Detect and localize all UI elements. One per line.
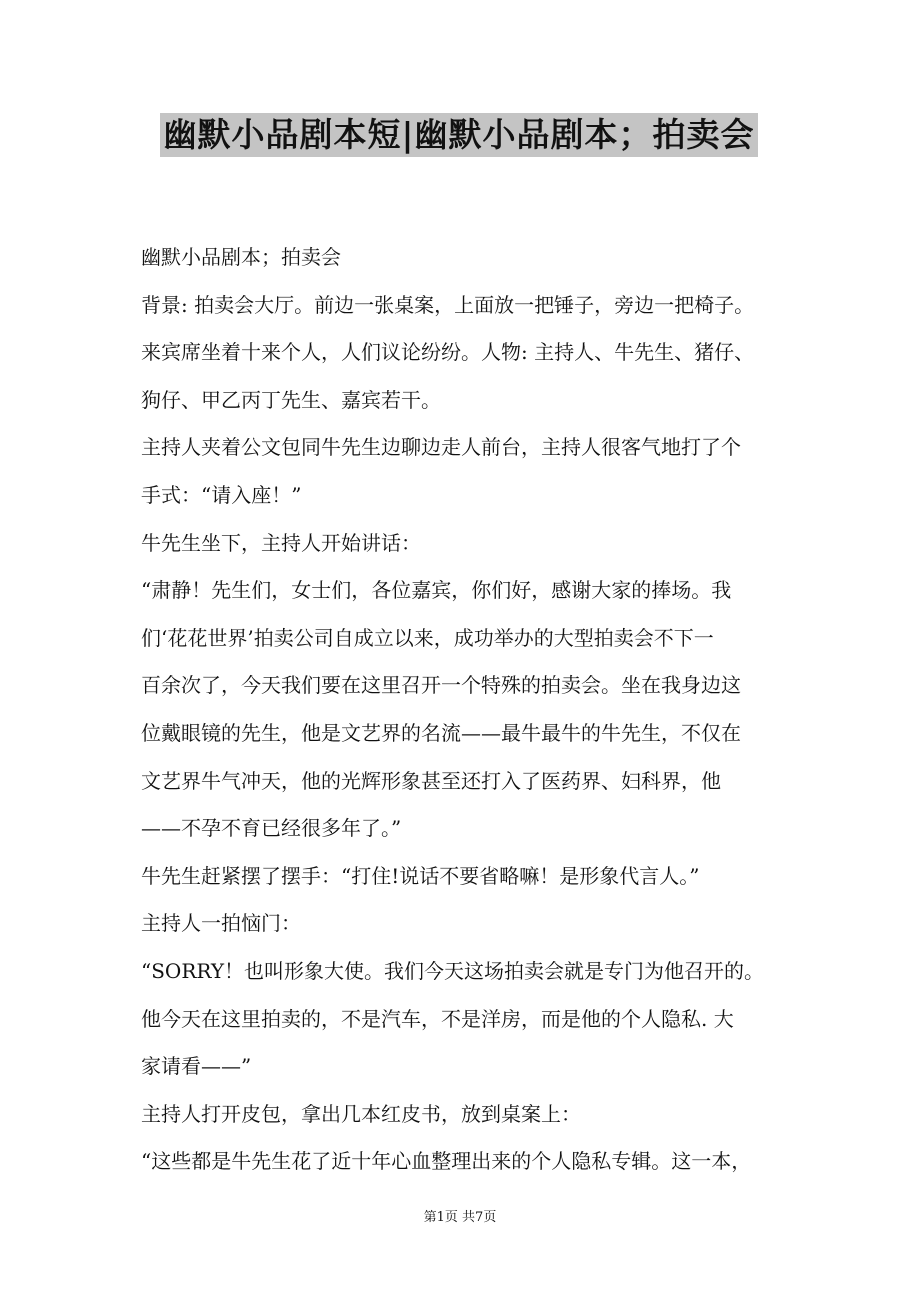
text-line: “SORRY！也叫形象大使。我们今天这场拍卖会就是专门为他召开的。 [141,958,765,983]
text-line: 主持人一拍恼门： [141,911,301,936]
text-line: 狗仔、甲乙丙丁先生、嘉宾若干。 [141,387,441,412]
text-line: 来宾席坐着十来个人，人们议论纷纷。人物: 主持人、牛先生、猪仔、 [141,340,755,365]
text-line: “这些都是牛先生花了近十年心血整理出来的个人隐私专辑。这一本， [141,1149,752,1174]
text-line: 位戴眼镜的先生，他是文艺界的名流——最牛最牛的牛先生，不仅在 [141,720,741,745]
text-line: 牛先生坐下，主持人开始讲话： [141,530,421,555]
document-title: 幽默小品剧本短|幽默小品剧本；拍卖会 [160,113,758,157]
text-line: “肃静！先生们，女士们，各位嘉宾，你们好，感谢大家的捧场。我 [141,578,732,603]
text-line: 牛先生赶紧摆了摆手：“打住!说话不要省略嘛！是形象代言人。” [141,863,700,888]
text-line: 们‘花花世界’拍卖公司自成立以来，成功举办的大型拍卖会不下一 [141,625,714,650]
page-footer: 第1页 共7页 [423,1210,497,1225]
text-line: 主持人打开皮包，拿出几本红皮书，放到桌案上： [141,1101,581,1126]
text-line: 他今天在这里拍卖的，不是汽车，不是洋房，而是他的个人隐私. 大 [141,1006,734,1031]
text-line: 手式：“请入座！” [141,482,302,507]
text-line: 百余次了，今天我们要在这里召开一个特殊的拍卖会。坐在我身边这 [141,673,741,698]
text-line: 文艺界牛气冲天，他的光辉形象甚至还打入了医药界、妇科界，他 [141,768,721,793]
text-line: 幽默小品剧本；拍卖会 [141,245,341,269]
text-line: ——不孕不育已经很多年了。” [141,816,402,841]
text-line: 家请看——” [141,1054,252,1079]
text-line: 背景: 拍卖会大厅。前边一张桌案，上面放一把锤子，旁边一把椅子。 [141,292,755,317]
document-body [141,240,801,1192]
text-line: 主持人夹着公文包同牛先生边聊边走人前台，主持人很客气地打了个 [141,435,741,460]
